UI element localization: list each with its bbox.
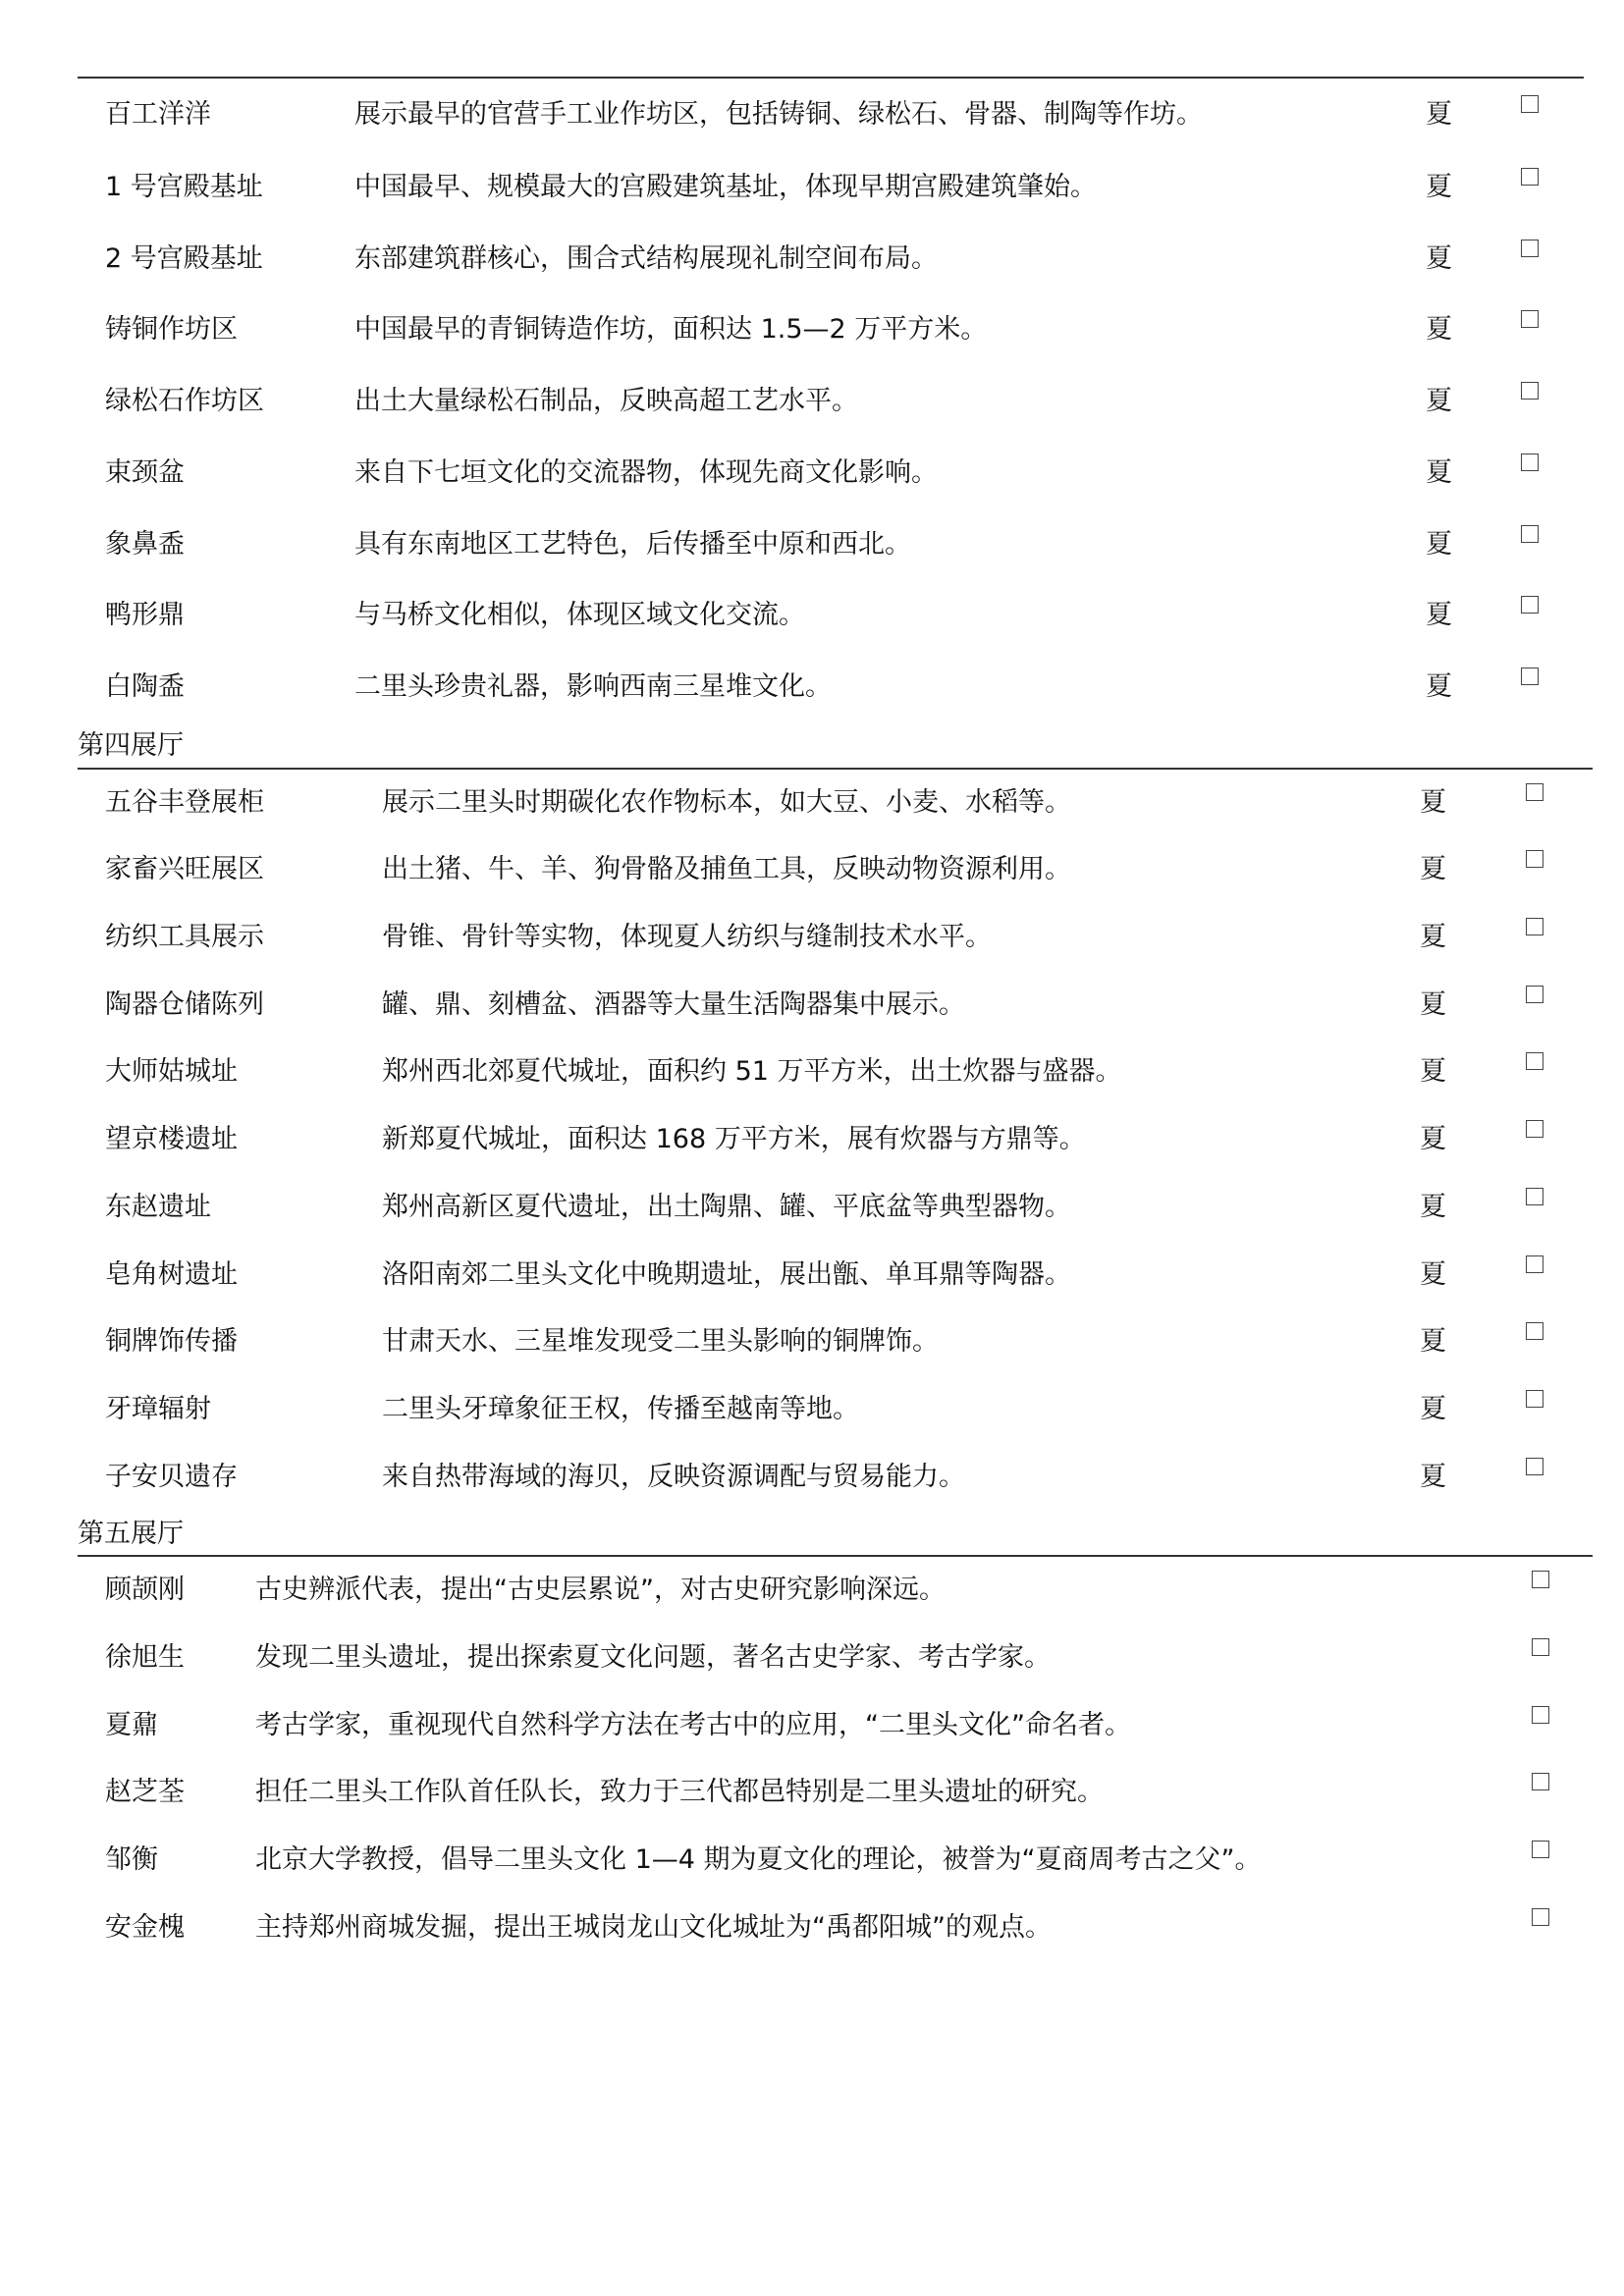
list-item (0, 918, 1624, 957)
list-item (0, 1255, 1624, 1295)
checkbox[interactable] (1526, 1390, 1543, 1408)
checkbox[interactable] (1521, 525, 1539, 543)
exhibit-name: 陶器仓储陈列 (105, 989, 264, 1020)
checkbox[interactable] (1526, 986, 1543, 1003)
exhibit-name: 白陶盉 (105, 671, 185, 702)
exhibit-desc: 与马桥文化相似，体现区域文化交流。 (354, 600, 805, 630)
hall-title: 第四展厅 (78, 730, 184, 761)
exhibit-name: 纺织工具展示 (105, 922, 264, 952)
list-item (0, 667, 1624, 707)
checkbox[interactable] (1521, 168, 1539, 186)
exhibit-desc: 中国最早的青铜铸造作坊，面积达 1.5—2 万平方米。 (354, 314, 988, 345)
scholar-desc: 考古学家，重视现代自然科学方法在考古中的应用，“二里头文化”命名者。 (255, 1710, 1131, 1740)
list-item (0, 1052, 1624, 1092)
exhibit-desc: 新郑夏代城址，面积达 168 万平方米，展有炊器与方鼎等。 (382, 1124, 1086, 1154)
exhibit-dynasty: 夏 (1420, 1192, 1446, 1222)
exhibit-name: 子安贝遗存 (105, 1462, 238, 1492)
section-rule (78, 768, 1593, 770)
list-item (0, 95, 1624, 134)
exhibit-name: 鸭形鼎 (105, 600, 185, 630)
exhibit-name: 2 号宫殿基址 (105, 243, 263, 274)
exhibit-dynasty: 夏 (1420, 1259, 1446, 1290)
exhibit-name: 绿松石作坊区 (105, 386, 264, 416)
list-item (0, 1908, 1624, 1948)
checkbox[interactable] (1526, 1322, 1543, 1340)
exhibit-dynasty: 夏 (1420, 1056, 1446, 1087)
checkbox[interactable] (1526, 1188, 1543, 1205)
exhibit-dynasty: 夏 (1420, 787, 1446, 818)
exhibit-dynasty: 夏 (1420, 854, 1446, 884)
exhibit-dynasty: 夏 (1420, 1124, 1446, 1154)
exhibit-desc: 来自热带海域的海贝，反映资源调配与贸易能力。 (382, 1462, 965, 1492)
checkbox[interactable] (1532, 1706, 1549, 1724)
list-item (0, 382, 1624, 421)
checkbox[interactable] (1521, 310, 1539, 328)
list-item (0, 168, 1624, 207)
exhibit-dynasty: 夏 (1426, 457, 1452, 488)
list-item (0, 1390, 1624, 1429)
exhibit-dynasty: 夏 (1426, 314, 1452, 345)
exhibit-desc: 展示最早的官营手工业作坊区，包括铸铜、绿松石、骨器、制陶等作坊。 (354, 99, 1203, 130)
exhibit-dynasty: 夏 (1426, 529, 1452, 560)
exhibit-desc: 骨锥、骨针等实物，体现夏人纺织与缝制技术水平。 (382, 922, 992, 952)
checkbox[interactable] (1521, 454, 1539, 471)
checkbox[interactable] (1532, 1908, 1549, 1926)
exhibit-name: 铜牌饰传播 (105, 1326, 238, 1357)
exhibit-name: 东赵遗址 (105, 1192, 211, 1222)
checkbox[interactable] (1521, 382, 1539, 400)
checkbox[interactable] (1526, 1458, 1543, 1475)
list-item (0, 986, 1624, 1025)
scholar-name: 夏鼐 (105, 1710, 158, 1740)
list-item (0, 310, 1624, 349)
scholar-name: 顾颉刚 (105, 1575, 185, 1605)
exhibit-desc: 郑州高新区夏代遗址，出土陶鼎、罐、平底盆等典型器物。 (382, 1192, 1071, 1222)
exhibit-name: 束颈盆 (105, 457, 185, 488)
checkbox[interactable] (1532, 1638, 1549, 1656)
exhibit-desc: 二里头珍贵礼器，影响西南三星堆文化。 (354, 671, 832, 702)
list-item (0, 1188, 1624, 1227)
exhibit-desc: 出土猪、牛、羊、狗骨骼及捕鱼工具，反映动物资源利用。 (382, 854, 1071, 884)
exhibit-dynasty: 夏 (1420, 1462, 1446, 1492)
scholar-name: 邹衡 (105, 1844, 158, 1875)
scholar-name: 安金槐 (105, 1912, 185, 1943)
exhibit-dynasty: 夏 (1426, 600, 1452, 630)
list-item (0, 454, 1624, 493)
exhibit-desc: 洛阳南郊二里头文化中晚期遗址，展出甑、单耳鼎等陶器。 (382, 1259, 1071, 1290)
exhibit-desc: 东部建筑群核心，围合式结构展现礼制空间布局。 (354, 243, 938, 274)
exhibit-dynasty: 夏 (1420, 989, 1446, 1020)
exhibit-desc: 具有东南地区工艺特色，后传播至中原和西北。 (354, 529, 911, 560)
checkbox[interactable] (1521, 596, 1539, 614)
scholar-desc: 主持郑州商城发掘，提出王城岗龙山文化城址为“禹都阳城”的观点。 (255, 1912, 1052, 1943)
scholar-desc: 担任二里头工作队首任队长，致力于三代都邑特别是二里头遗址的研究。 (255, 1777, 1104, 1807)
list-item (0, 1638, 1624, 1678)
scholar-desc: 北京大学教授，倡导二里头文化 1—4 期为夏文化的理论，被誉为“夏商周考古之父”。 (255, 1844, 1262, 1875)
exhibit-name: 家畜兴旺展区 (105, 854, 264, 884)
exhibit-dynasty: 夏 (1426, 386, 1452, 416)
exhibit-dynasty: 夏 (1420, 1394, 1446, 1424)
exhibit-desc: 郑州西北郊夏代城址，面积约 51 万平方米，出土炊器与盛器。 (382, 1056, 1122, 1087)
checkbox[interactable] (1526, 783, 1543, 801)
checkbox[interactable] (1532, 1773, 1549, 1790)
exhibit-desc: 中国最早、规模最大的宫殿建筑基址，体现早期宫殿建筑肇始。 (354, 172, 1097, 202)
list-item (0, 850, 1624, 889)
checkbox[interactable] (1521, 240, 1539, 257)
exhibit-name: 铸铜作坊区 (105, 314, 238, 345)
checkbox[interactable] (1532, 1841, 1549, 1858)
exhibit-name: 象鼻盉 (105, 529, 185, 560)
exhibit-dynasty: 夏 (1420, 1326, 1446, 1357)
checkbox[interactable] (1526, 850, 1543, 868)
list-item (0, 596, 1624, 635)
exhibit-name: 牙璋辐射 (105, 1394, 211, 1424)
exhibit-dynasty: 夏 (1426, 671, 1452, 702)
exhibit-name: 百工洋洋 (105, 99, 211, 130)
exhibit-name: 1 号宫殿基址 (105, 172, 263, 202)
list-item (0, 783, 1624, 823)
exhibit-dynasty: 夏 (1420, 922, 1446, 952)
list-item (0, 1706, 1624, 1745)
exhibit-name: 五谷丰登展柜 (105, 787, 264, 818)
exhibit-desc: 罐、鼎、刻槽盆、酒器等大量生活陶器集中展示。 (382, 989, 965, 1020)
checkbox[interactable] (1526, 1255, 1543, 1273)
list-item (0, 240, 1624, 279)
exhibit-desc: 来自下七垣文化的交流器物，体现先商文化影响。 (354, 457, 938, 488)
exhibit-desc: 甘肃天水、三星堆发现受二里头影响的铜牌饰。 (382, 1326, 939, 1357)
list-item (0, 1120, 1624, 1159)
checkbox[interactable] (1532, 1571, 1549, 1588)
list-item (0, 1571, 1624, 1610)
scholar-name: 徐旭生 (105, 1642, 185, 1673)
checkbox[interactable] (1521, 667, 1539, 685)
exhibit-dynasty: 夏 (1426, 172, 1452, 202)
checkbox[interactable] (1526, 1052, 1543, 1070)
list-item (0, 1458, 1624, 1497)
exhibit-name: 皂角树遗址 (105, 1259, 238, 1290)
exhibit-dynasty: 夏 (1426, 243, 1452, 274)
hall-title: 第五展厅 (78, 1519, 184, 1549)
checkbox[interactable] (1526, 918, 1543, 935)
exhibit-name: 望京楼遗址 (105, 1124, 238, 1154)
exhibit-desc: 展示二里头时期碳化农作物标本，如大豆、小麦、水稻等。 (382, 787, 1071, 818)
list-item (0, 1322, 1624, 1362)
scholar-desc: 古史辨派代表，提出“古史层累说”，对古史研究影响深远。 (255, 1575, 946, 1605)
list-item (0, 1773, 1624, 1812)
exhibit-desc: 出土大量绿松石制品，反映高超工艺水平。 (354, 386, 858, 416)
list-item (0, 1841, 1624, 1880)
section-rule (78, 1555, 1593, 1557)
section-rule (78, 77, 1584, 79)
checkbox[interactable] (1526, 1120, 1543, 1138)
exhibit-desc: 二里头牙璋象征王权，传播至越南等地。 (382, 1394, 859, 1424)
exhibit-name: 大师姑城址 (105, 1056, 238, 1087)
checkbox[interactable] (1521, 95, 1539, 113)
exhibit-dynasty: 夏 (1426, 99, 1452, 130)
list-item (0, 525, 1624, 564)
scholar-desc: 发现二里头遗址，提出探索夏文化问题，著名古史学家、考古学家。 (255, 1642, 1051, 1673)
scholar-name: 赵芝荃 (105, 1777, 185, 1807)
